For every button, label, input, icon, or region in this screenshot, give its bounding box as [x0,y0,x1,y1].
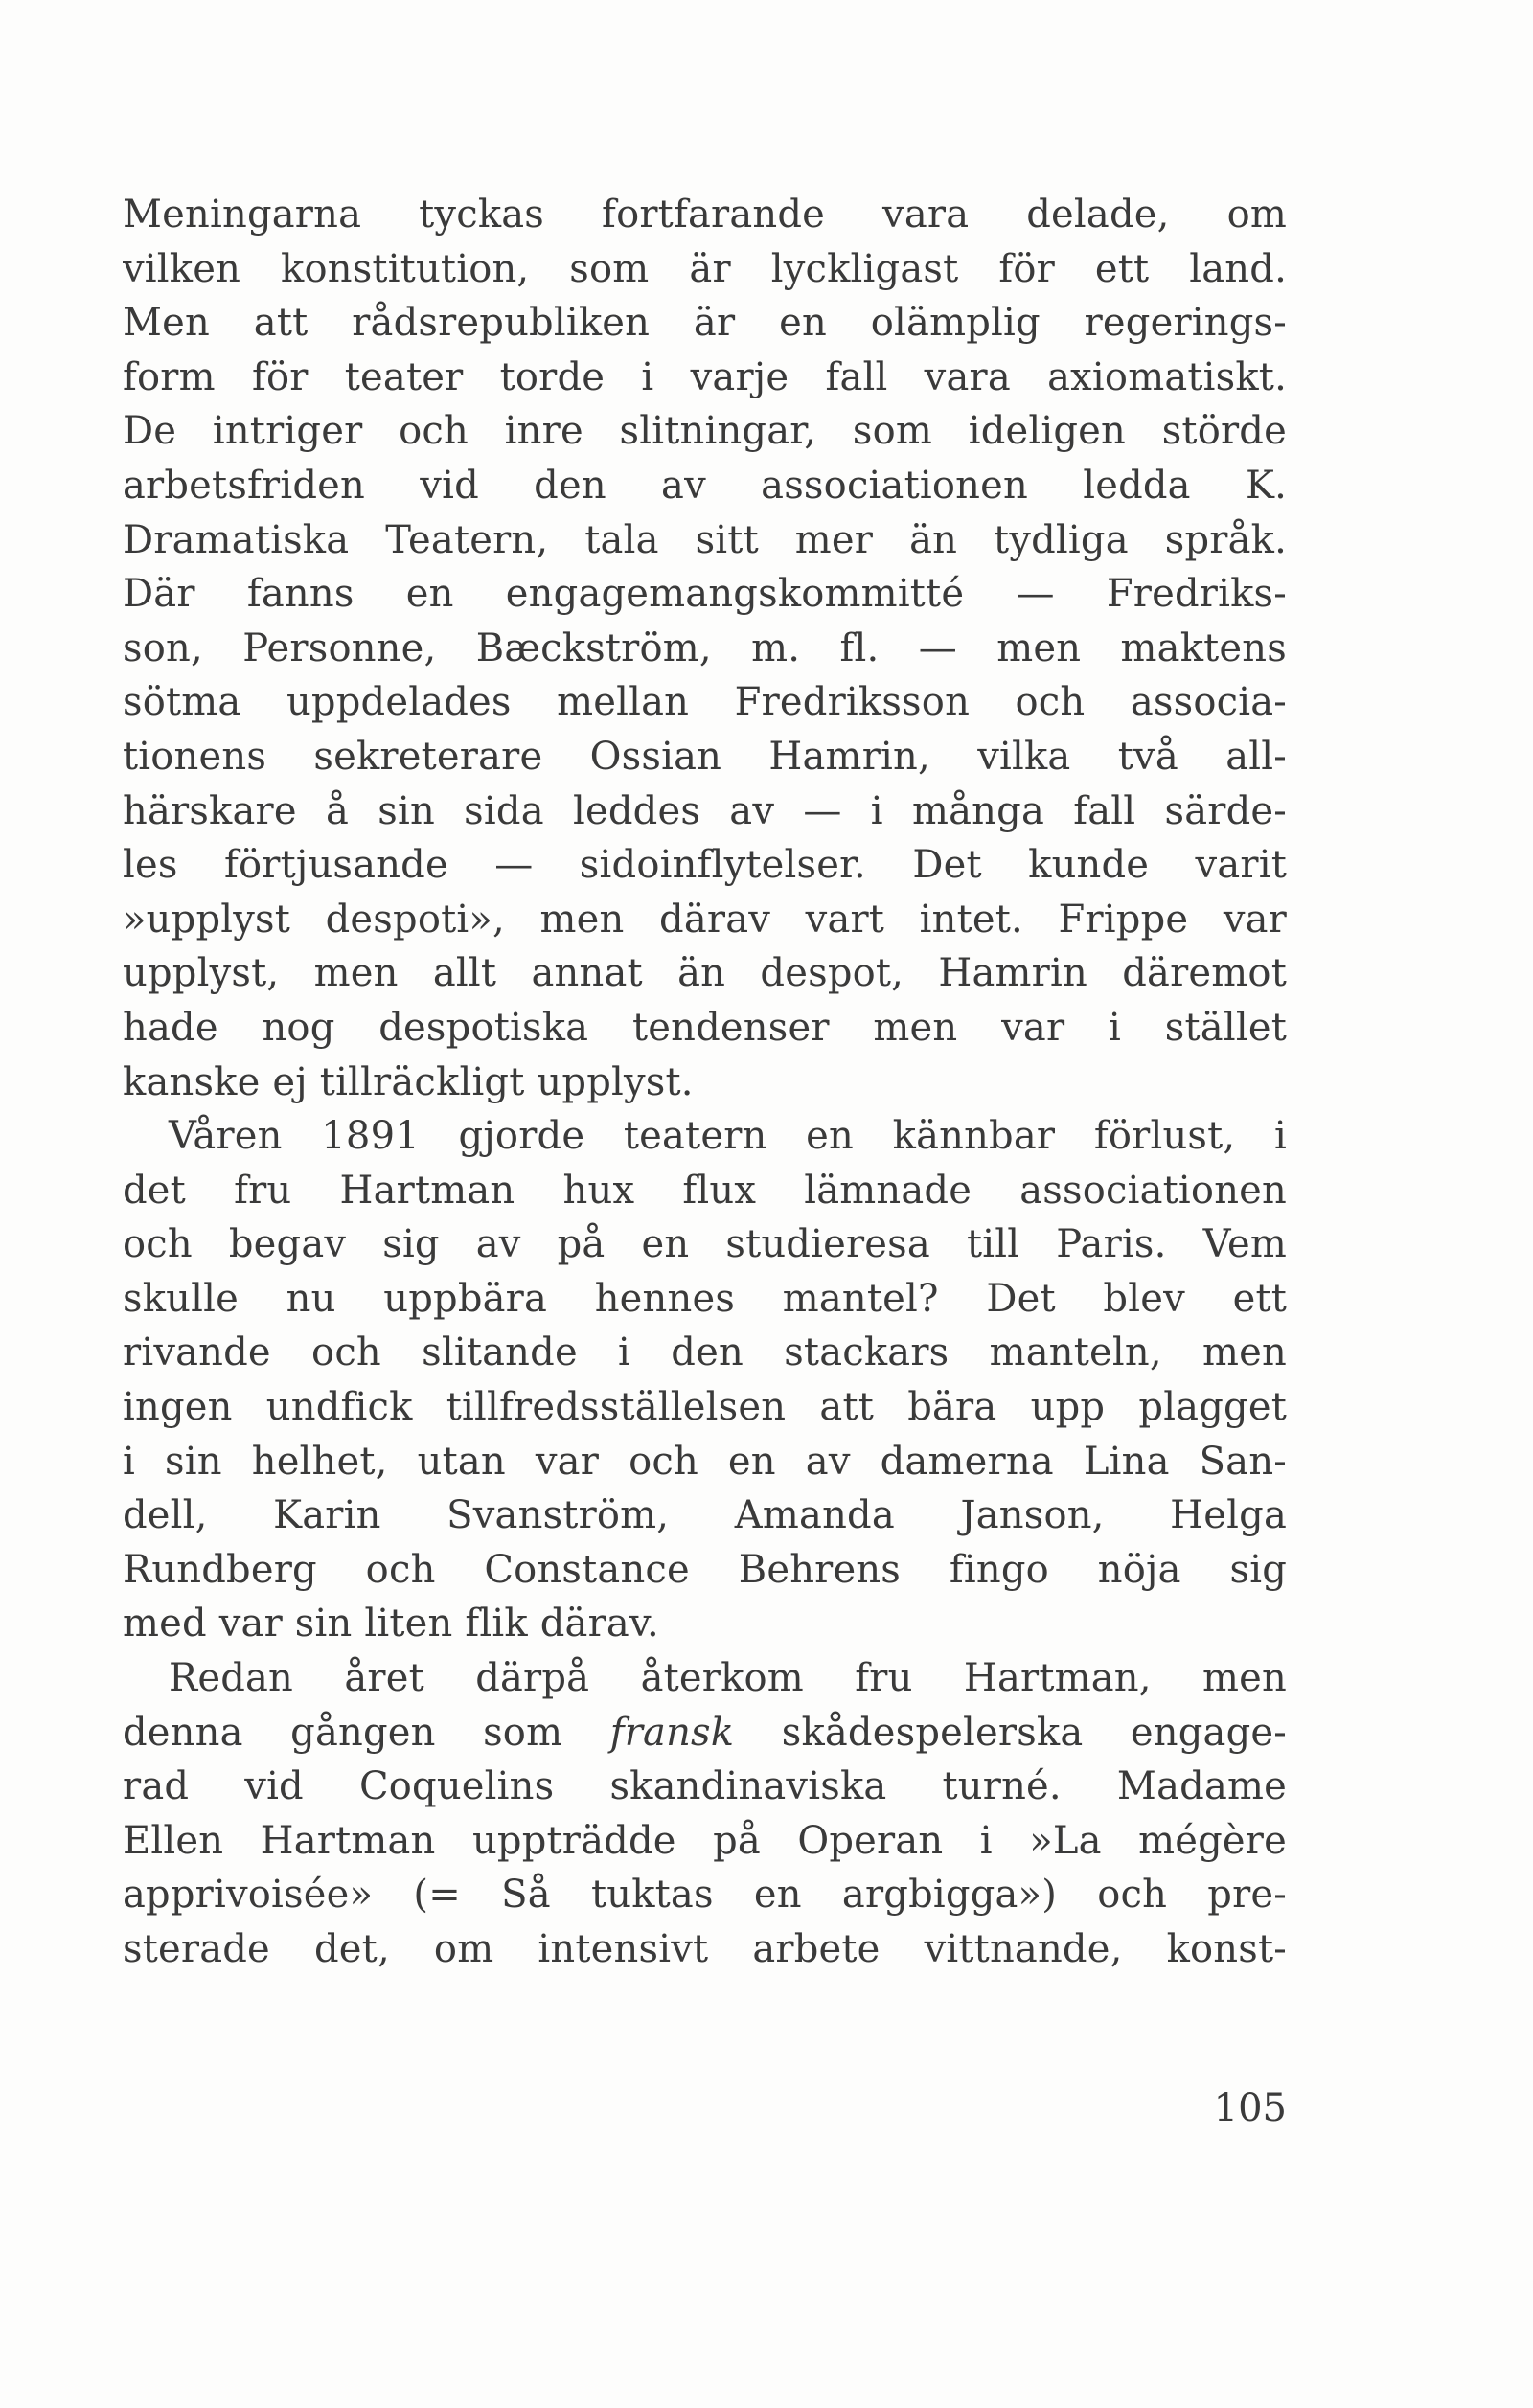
text-line: med var sin liten flik därav. [123,1602,659,1647]
text-line: ingen undfick tillfredsställelsen att bära upp plagget [123,1385,1287,1430]
italic-word: fransk [609,1710,735,1755]
text-line: Redan året därpå återkom fru Hartman, men [169,1656,1287,1701]
page-number: 105 [1213,2086,1287,2130]
text-line: Dramatiska Teatern, tala sitt mer än tydliga språk. [123,517,1287,562]
text-line: son, Personne, Bæckström, m. fl. — men maktens [123,625,1287,670]
text-line: det fru Hartman hux flux lämnade associationen [123,1168,1287,1213]
text-line: Våren 1891 gjorde teatern en kännbar förlust, i [169,1114,1287,1159]
text-line: skulle nu uppbära hennes mantel? Det blev ett [123,1276,1287,1321]
text-line: Rundberg och Constance Behrens fingo nöja sig [123,1547,1287,1592]
text-line: Ellen Hartman uppträdde på Operan i »La mégère [123,1818,1287,1863]
text-line: apprivoisée» (= Så tuktas en argbigga») och pre- [123,1873,1287,1918]
text-line: form för teater torde i varje fall vara axiomatiskt. [123,354,1287,399]
text-line: dell, Karin Svanström, Amanda Janson, Helga [123,1493,1287,1538]
text-line: Meningarna tyckas fortfarande vara delade, om [123,193,1287,237]
body-text [123,188,1287,1977]
text-line: kanske ej tillräckligt upplyst. [123,1059,694,1104]
text-line: sötma uppdelades mellan Fredriksson och associa- [123,680,1287,725]
text-line: les förtjusande — sidoinflytelser. Det kunde varit [123,843,1287,888]
text-line-with-italic: denna gången som fransk skådespelerska engage- [123,1710,1287,1755]
text-line: tionens sekreterare Ossian Hamrin, vilka två all- [123,734,1287,779]
text-line: Där fanns en engagemangskommitté — Fredriks- [123,572,1287,617]
text-line: rad vid Coquelins skandinaviska turné. Madame [123,1764,1287,1809]
text-line: vilken konstitution, som är lyckligast för ett land. [123,246,1287,291]
text-line: sterade det, om intensivt arbete vittnande, konst- [123,1927,1287,1971]
text-line: i sin helhet, utan var och en av damerna Lina San- [123,1439,1287,1484]
text-line: Men att rådsrepubliken är en olämplig regerings- [123,301,1287,346]
text-line: »upplyst despoti», men därav vart intet. Frippe var [123,897,1287,942]
text-line: arbetsfriden vid den av associationen ledda K. [123,463,1287,508]
text-line: härskare å sin sida leddes av — i många fall särde- [123,788,1287,833]
text-line: rivande och slitande i den stackars manteln, men [123,1330,1287,1375]
text-line: upplyst, men allt annat än despot, Hamrin däremot [123,951,1287,996]
text-line: hade nog despotiska tendenser men var i stället [123,1005,1287,1050]
text-line: De intriger och inre slitningar, som ideligen störde [123,409,1287,454]
text-line: och begav sig av på en studieresa till Paris. Vem [123,1222,1287,1267]
